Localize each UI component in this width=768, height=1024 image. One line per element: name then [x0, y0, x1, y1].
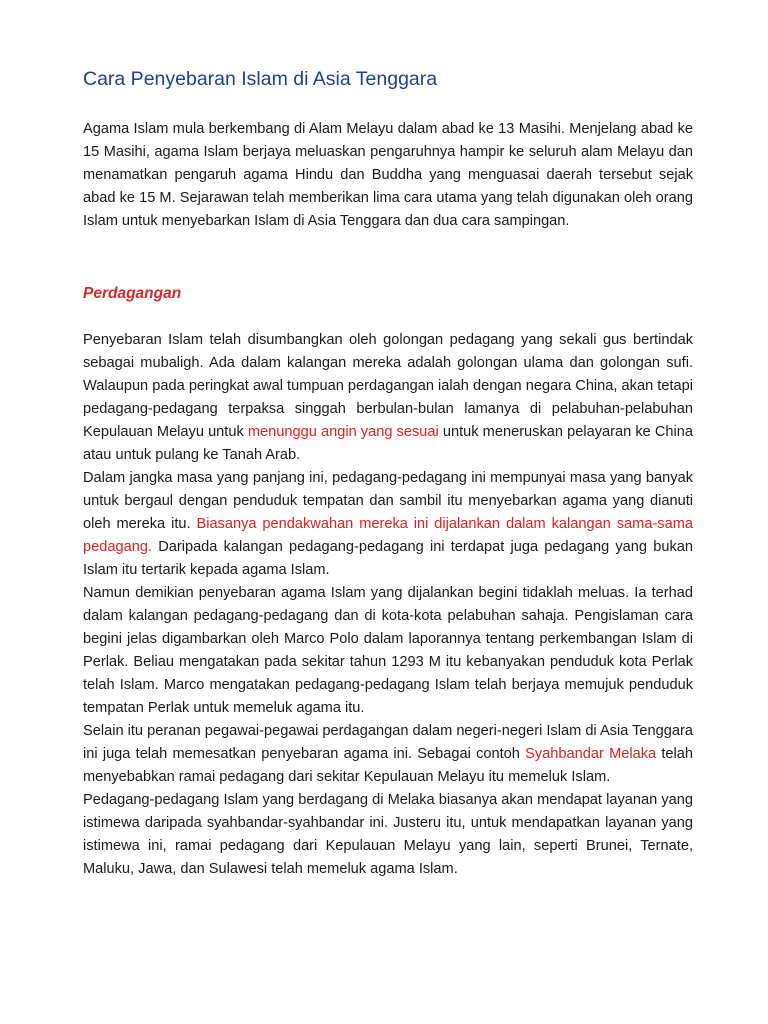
paragraph-text: Pedagang-pedagang Islam yang berdagang di Melaka biasanya akan mendapat layanan yang istimewa daripada syahbandar-syahbandar ini. Justeru itu, untuk mendapatkan layanan yang istimewa ini, ramai pedagang dari Kepulauan Melayu yang lain, seperti Brunei, Ternate, Maluku, Jawa, dan Sulawesi telah memeluk agama Islam. [83, 792, 693, 877]
highlighted-text: Syahbandar Melaka [525, 746, 657, 762]
section-heading: Perdagangan [83, 285, 182, 302]
section-body [83, 329, 693, 881]
paragraph-text: Selain itu peranan pegawai-pegawai perdagangan dalam negeri-negeri Islam di Asia Tenggara ini juga telah memesatkan penyebaran agama ini. Sebagai contoh [83, 723, 693, 762]
intro-paragraph: Agama Islam mula berkembang di Alam Melayu dalam abad ke 13 Masihi. Menjelang abad ke 15 Masihi, agama Islam berjaya meluaskan pengaruhnya hampir ke seluruh alam Melayu dan menamatkan pengaruh agama Hindu dan Buddha yang menguasai daerah tersebut sejak abad ke 15 M. Sejarawan telah memberikan lima cara utama yang telah digunakan oleh orang Islam untuk menyebarkan Islam di Asia Tenggara dan dua cara sampingan. [83, 121, 693, 229]
highlighted-text: menunggu angin yang sesuai [247, 424, 439, 440]
body-paragraph [83, 467, 693, 582]
body-paragraph [83, 582, 693, 720]
paragraph-text: Namun demikian penyebaran agama Islam yang dijalankan begini tidaklah meluas. Ia terhad dalam kalangan pedagang-pedagang dan di kota-kota pelabuhan sahaja. Pengislaman cara begini jelas digambarkan oleh Marco Polo dalam laporannya tentang perkembangan Islam di Perlak. Beliau mengatakan pada sekitar tahun 1293 M itu kebanyakan penduduk kota Perlak telah Islam. Marco mengatakan pedagang-pedagang Islam telah berjaya memujuk penduduk tempatan Perlak untuk memeluk agama itu. [83, 585, 693, 716]
paragraph-text: Dalam jangka masa yang panjang ini, pedagang-pedagang ini mempunyai masa yang banyak untuk bergaul dengan penduduk tempatan dan sambil itu menyebarkan agama yang dianuti oleh mereka itu. [83, 470, 693, 532]
body-paragraph [83, 789, 693, 881]
paragraph-text: untuk meneruskan pelayaran ke China atau untuk pulang ke Tanah Arab. [83, 424, 693, 463]
body-paragraph [83, 720, 693, 789]
document-title: Cara Penyebaran Islam di Asia Tenggara [83, 68, 438, 90]
paragraph-text: telah menyebabkan ramai pedagang dari sekitar Kepulauan Melayu itu memeluk Islam. [83, 746, 693, 785]
body-paragraph [83, 329, 693, 467]
paragraph-text: Daripada kalangan pedagang-pedagang ini terdapat juga pedagang yang bukan Islam itu tertarik kepada agama Islam. [83, 539, 693, 578]
highlighted-text: Biasanya pendakwahan mereka ini dijalankan dalam kalangan sama-sama pedagang. [83, 516, 693, 555]
paragraph-text: Penyebaran Islam telah disumbangkan oleh golongan pedagang yang sekali gus bertindak sebagai mubaligh. Ada dalam kalangan mereka adalah golongan ulama dan golongan sufi. Walaupun pada peringkat awal tumpuan perdagangan ialah dengan negara China, akan tetapi pedagang-pedagang terpaksa singgah berbulan-bulan lamanya di pelabuhan-pelabuhan Kepulauan Melayu untuk [83, 332, 693, 440]
